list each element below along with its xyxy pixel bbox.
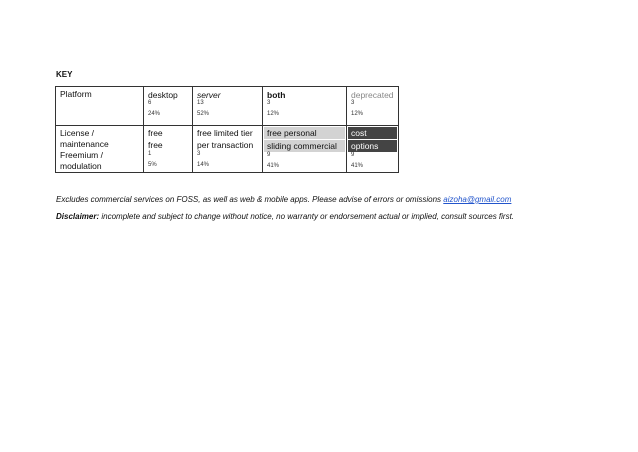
license-label-line2: Freemium / modulation (60, 150, 103, 171)
platform-deprecated-label: deprecated (351, 90, 394, 100)
platform-label-cell (56, 87, 144, 126)
license-personal-percent: 41% (267, 163, 280, 169)
disclaimer-text: incomplete and subject to change without notice, no warranty or endorsement actual or implied, consult sources first. (99, 212, 515, 221)
key-title: KEY (56, 70, 73, 79)
platform-both-percent: 12% (267, 111, 280, 117)
disclaimer-note (56, 212, 514, 221)
license-free-count: 1 (148, 151, 152, 157)
license-limited-count: 3 (197, 151, 201, 157)
key-table (55, 86, 399, 173)
license-limited-cell (193, 126, 263, 173)
exclusion-note (56, 195, 511, 204)
license-limited-percent: 14% (197, 162, 210, 168)
platform-both-label: both (267, 90, 286, 100)
license-free-line1: free (148, 128, 163, 138)
license-personal-line2: sliding commercial (264, 140, 345, 152)
license-cost-line1: cost (348, 127, 397, 139)
platform-desktop-count: 6 (148, 100, 152, 106)
license-limited-line1: free limited tier (197, 128, 253, 138)
license-personal-count: 9 (267, 152, 271, 158)
platform-deprecated-percent: 12% (351, 111, 364, 117)
license-cost-line2: options (348, 140, 397, 152)
contact-email-link[interactable]: aizoha@gmail.com (443, 195, 512, 204)
license-cost-count: 9 (351, 152, 355, 158)
platform-server-count: 13 (197, 100, 204, 106)
license-personal-line1: free personal (264, 127, 345, 139)
platform-deprecated-count: 3 (351, 100, 355, 106)
platform-server-cell (193, 87, 263, 126)
platform-server-percent: 52% (197, 111, 210, 117)
disclaimer-label: Disclaimer: (56, 212, 100, 221)
platform-both-cell (263, 87, 347, 126)
license-free-percent: 5% (148, 162, 157, 168)
exclusion-note-text: Excludes commercial services on FOSS, as well as web & mobile apps. Please advise of errors or omissions (56, 195, 444, 204)
license-free-line2: free (148, 140, 163, 150)
platform-row (56, 87, 399, 126)
platform-server-label: server (197, 90, 221, 100)
license-label-line1: License / maintenance (60, 128, 109, 149)
license-limited-line2: per transaction (197, 140, 254, 150)
platform-desktop-label: desktop (148, 90, 178, 100)
platform-desktop-percent: 24% (148, 111, 161, 117)
license-personal-cell (263, 126, 347, 173)
platform-desktop-cell (144, 87, 193, 126)
license-label-cell (56, 126, 144, 173)
platform-deprecated-cell (347, 87, 399, 126)
platform-label: Platform (60, 89, 92, 99)
license-free-cell (144, 126, 193, 173)
license-cost-percent: 41% (351, 163, 364, 169)
license-cost-cell (347, 126, 399, 173)
license-row (56, 126, 399, 173)
platform-both-count: 3 (267, 100, 271, 106)
